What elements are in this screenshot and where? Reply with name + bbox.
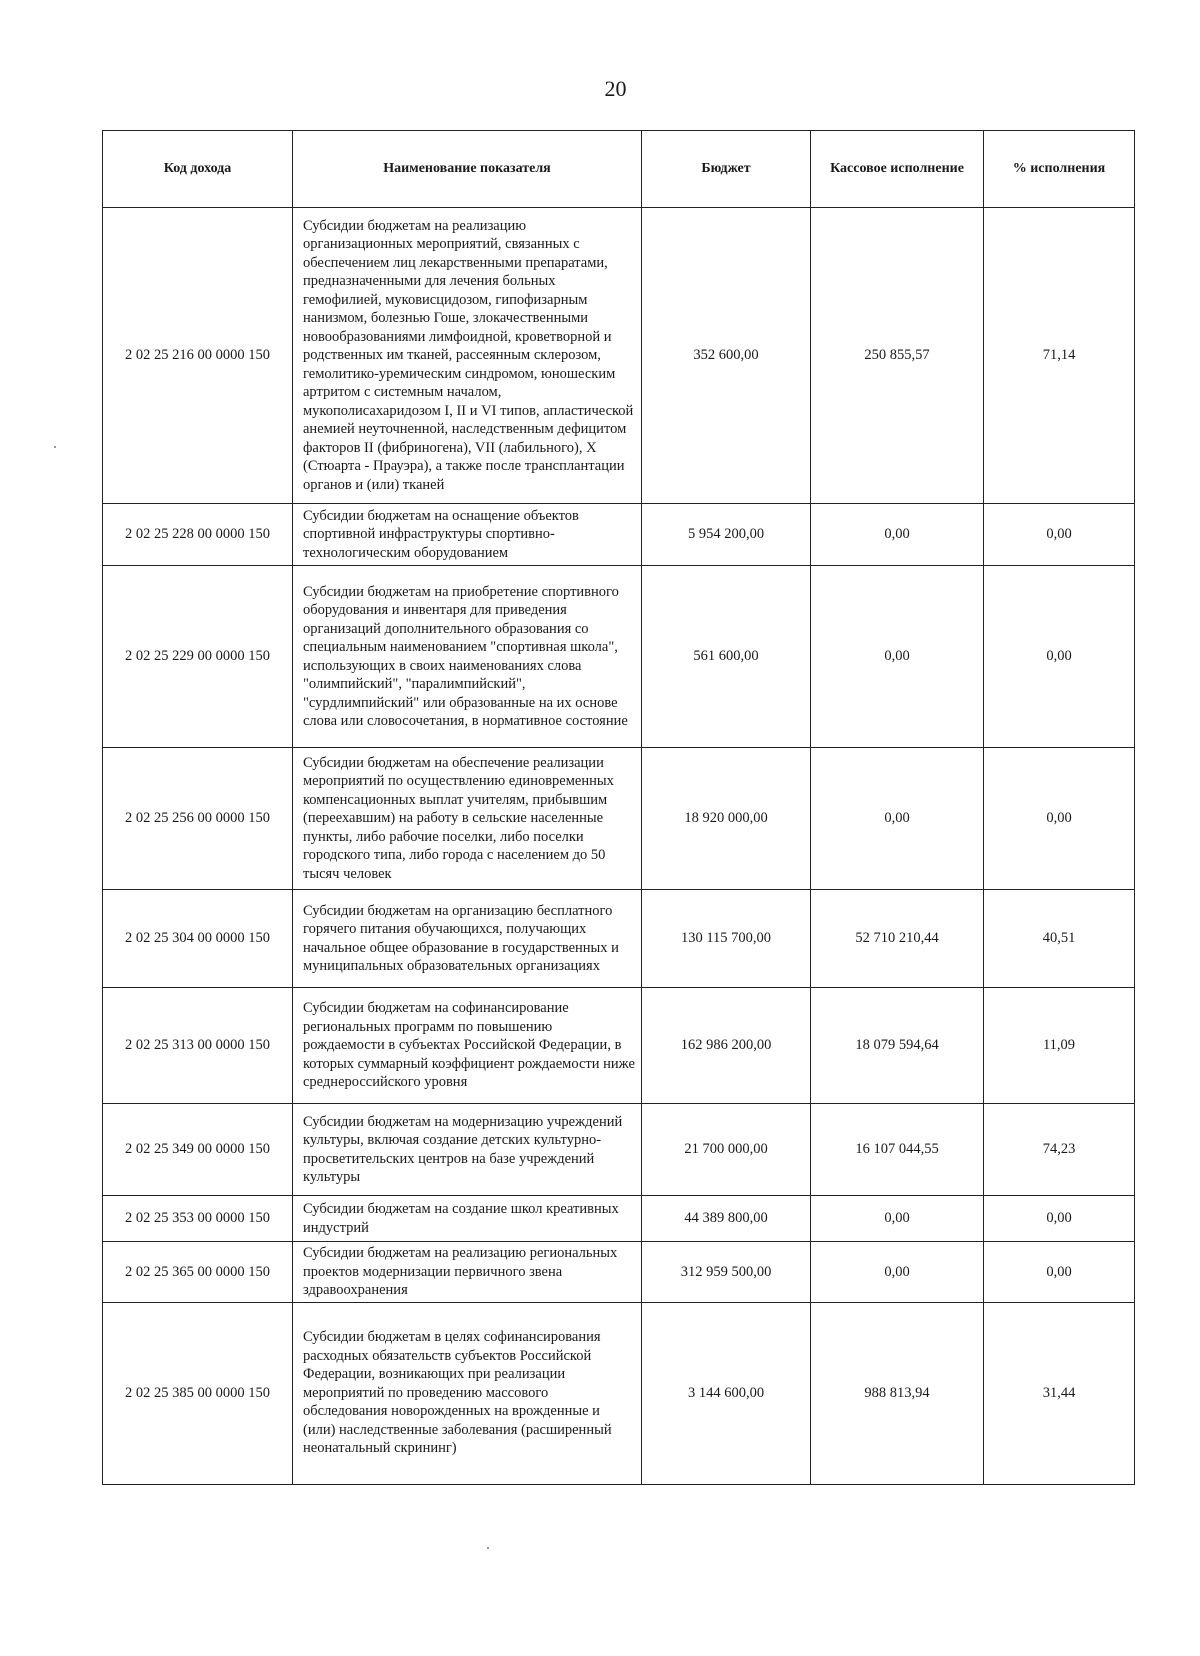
row-percent: 0,00: [984, 1242, 1135, 1303]
row-percent: 31,44: [984, 1302, 1135, 1484]
row-percent: 11,09: [984, 988, 1135, 1104]
row-budget: 312 959 500,00: [642, 1242, 811, 1303]
row-code: 2 02 25 228 00 0000 150: [103, 504, 293, 566]
row-code: 2 02 25 313 00 0000 150: [103, 988, 293, 1104]
row-budget: 130 115 700,00: [642, 890, 811, 988]
row-execution: 0,00: [811, 504, 984, 566]
table-row: [103, 890, 1135, 988]
row-name: Субсидии бюджетам на софинансирование региональных программ по повышению рождаемости в субъектах Российской Федерации, в которых суммарный коэффициент рождаемости ниже среднероссийского уровня: [293, 988, 642, 1104]
row-name: Субсидии бюджетам на создание школ креативных индустрий: [293, 1196, 642, 1242]
row-execution: 988 813,94: [811, 1302, 984, 1484]
row-name: Субсидии бюджетам на модернизацию учреждений культуры, включая создание детских культурно-просветительских центров на базе учреждений культуры: [293, 1104, 642, 1196]
row-percent: 0,00: [984, 504, 1135, 566]
row-execution: 250 855,57: [811, 208, 984, 504]
row-execution: 0,00: [811, 1242, 984, 1303]
row-budget: 18 920 000,00: [642, 748, 811, 890]
row-code: 2 02 25 349 00 0000 150: [103, 1104, 293, 1196]
row-percent: 0,00: [984, 748, 1135, 890]
row-name: Субсидии бюджетам на обеспечение реализации мероприятий по осуществлению единовременных компенсационных выплат учителям, прибывшим (переехавшим) на работу в сельские населенные пункты, либо рабочие поселки, либо поселки городского типа, либо города с населением до 50 тысяч человек: [293, 748, 642, 890]
table-row: [103, 988, 1135, 1104]
revenue-table: [102, 130, 1135, 1485]
row-execution: 18 079 594,64: [811, 988, 984, 1104]
table-row: [103, 208, 1135, 504]
row-budget: 352 600,00: [642, 208, 811, 504]
row-budget: 5 954 200,00: [642, 504, 811, 566]
row-budget: 3 144 600,00: [642, 1302, 811, 1484]
header-execution: Кассовое исполнение: [811, 131, 984, 208]
scan-speck: [54, 446, 56, 448]
row-name: Субсидии бюджетам на приобретение спортивного оборудования и инвентаря для приведения организаций дополнительного образования со специальным наименованием "спортивная школа", использующих в своих наименованиях слова "олимпийский", "паралимпийский", "сурдлимпийский" или образованные на их основе слова или словосочетания, в нормативное состояние: [293, 566, 642, 748]
table-row: [103, 1104, 1135, 1196]
row-name: Субсидии бюджетам на реализацию организационных мероприятий, связанных с обеспечением лиц лекарственными препаратами, предназначенными для лечения больных гемофилией, муковисцидозом, гипофизарным нанизмом, болезнью Гоше, злокачественными новообразованиями лимфоидной, кроветворной и родственных им тканей, рассеянным склерозом, гемолитико-уремическим синдромом, юношеским артритом с системным началом, мукополисахаридозом I, II и VI типов, апластической анемией неуточненной, наследственным дефицитом факторов II (фибриногена), VII (лабильного), X (Стюарта - Прауэра), а также после трансплантации органов и (или) тканей: [293, 208, 642, 504]
row-execution: 16 107 044,55: [811, 1104, 984, 1196]
table-row: [103, 1242, 1135, 1303]
row-budget: 162 986 200,00: [642, 988, 811, 1104]
row-execution: 52 710 210,44: [811, 890, 984, 988]
header-percent: % исполнения: [984, 131, 1135, 208]
table-header-row: [103, 131, 1135, 208]
row-code: 2 02 25 216 00 0000 150: [103, 208, 293, 504]
row-code: 2 02 25 256 00 0000 150: [103, 748, 293, 890]
row-name: Субсидии бюджетам в целях софинансирования расходных обязательств субъектов Российской Федерации, возникающих при реализации мероприятий по проведению массового обследования новорожденных на врожденные и (или) наследственные заболевания (расширенный неонатальный скрининг): [293, 1302, 642, 1484]
header-code: Код дохода: [103, 131, 293, 208]
scan-speck: [487, 1547, 489, 1549]
table-row: [103, 748, 1135, 890]
row-code: 2 02 25 229 00 0000 150: [103, 566, 293, 748]
table-row: [103, 1196, 1135, 1242]
row-budget: 561 600,00: [642, 566, 811, 748]
page-number: 20: [604, 76, 627, 101]
row-code: 2 02 25 365 00 0000 150: [103, 1242, 293, 1303]
row-code: 2 02 25 353 00 0000 150: [103, 1196, 293, 1242]
table-row: [103, 566, 1135, 748]
row-percent: 71,14: [984, 208, 1135, 504]
header-budget: Бюджет: [642, 131, 811, 208]
row-code: 2 02 25 304 00 0000 150: [103, 890, 293, 988]
row-name: Субсидии бюджетам на реализацию региональных проектов модернизации первичного звена здравоохранения: [293, 1242, 642, 1303]
row-percent: 40,51: [984, 890, 1135, 988]
row-percent: 0,00: [984, 1196, 1135, 1242]
row-percent: 74,23: [984, 1104, 1135, 1196]
row-budget: 44 389 800,00: [642, 1196, 811, 1242]
row-execution: 0,00: [811, 1196, 984, 1242]
row-budget: 21 700 000,00: [642, 1104, 811, 1196]
row-code: 2 02 25 385 00 0000 150: [103, 1302, 293, 1484]
table-row: [103, 1302, 1135, 1484]
row-name: Субсидии бюджетам на оснащение объектов спортивной инфраструктуры спортивно-технологическим оборудованием: [293, 504, 642, 566]
row-name: Субсидии бюджетам на организацию бесплатного горячего питания обучающихся, получающих начальное общее образование в государственных и муниципальных образовательных организациях: [293, 890, 642, 988]
header-name: Наименование показателя: [293, 131, 642, 208]
row-percent: 0,00: [984, 566, 1135, 748]
row-execution: 0,00: [811, 748, 984, 890]
table-row: [103, 504, 1135, 566]
row-execution: 0,00: [811, 566, 984, 748]
